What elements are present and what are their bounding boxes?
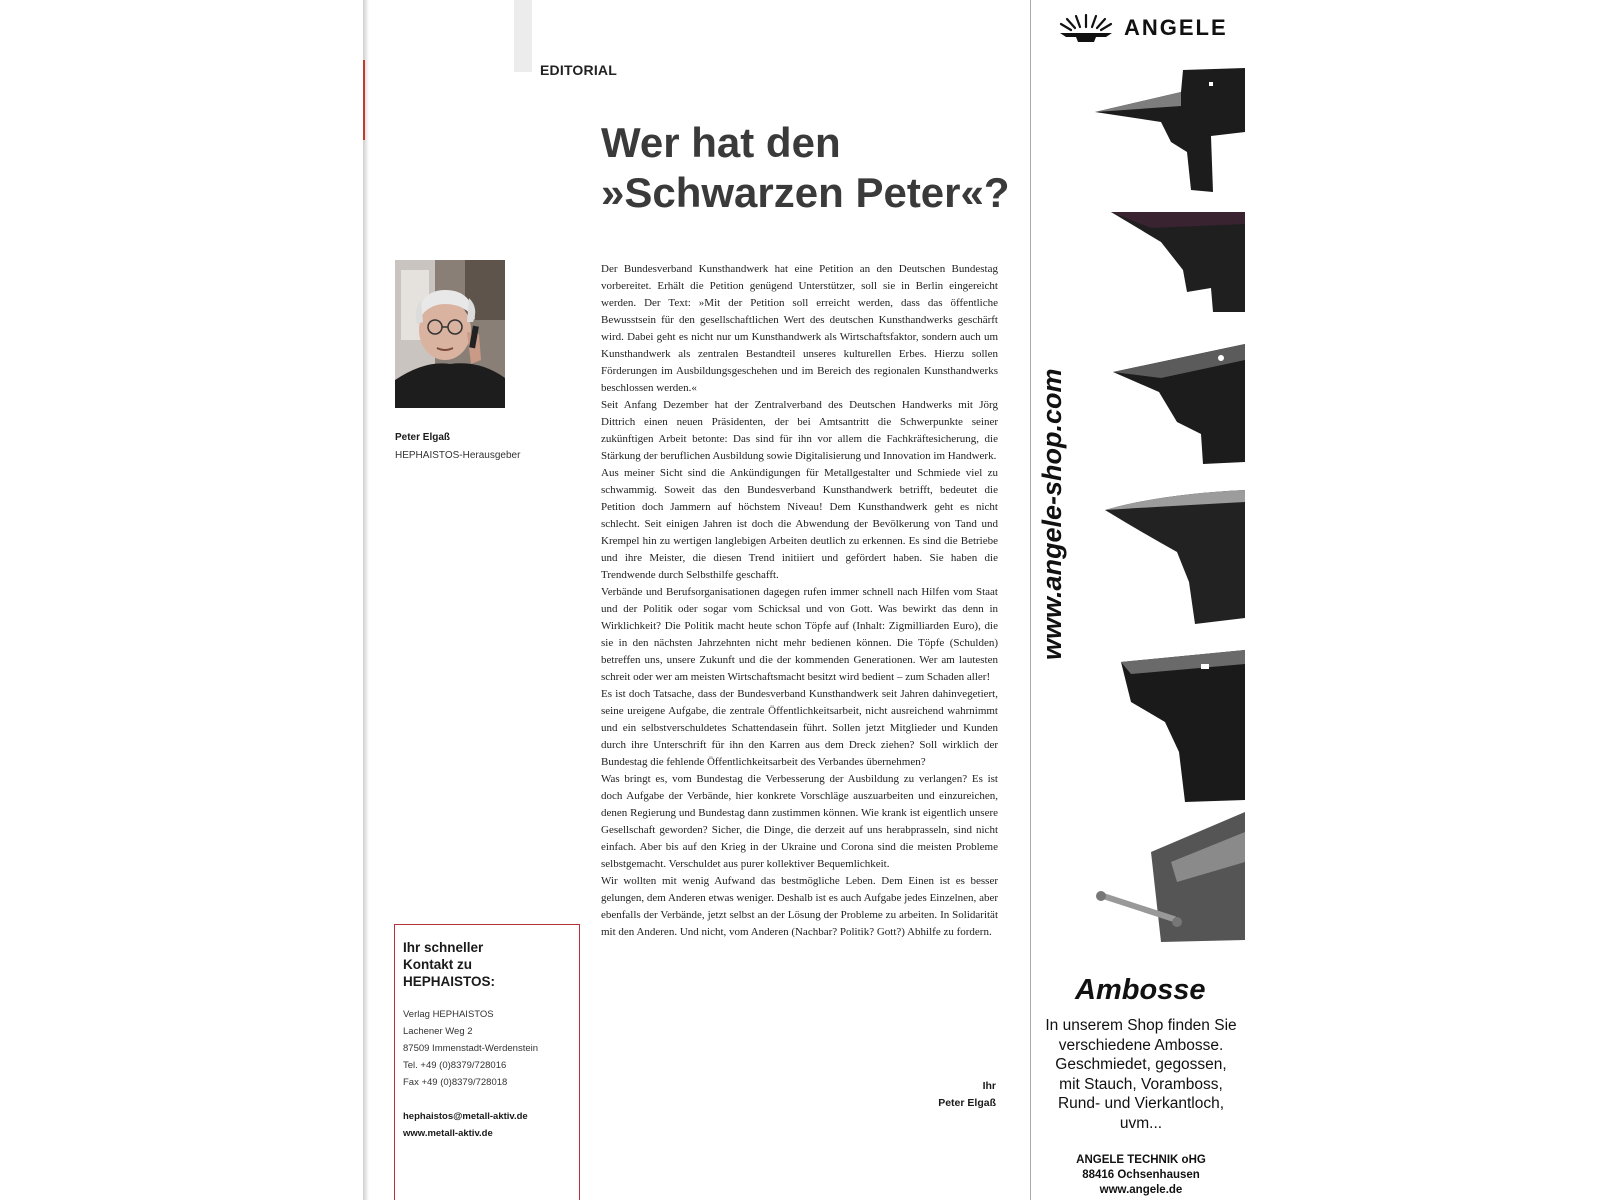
anvil-image-2 bbox=[1111, 212, 1245, 312]
ad-copy-line: mit Stauch, Voramboss, bbox=[1059, 1075, 1223, 1093]
body-paragraph: Der Bundesverband Kunsthandwerk hat eine Petition an den Deutschen Bundestag vorbereitet. Erhält die Petition genügend Unterstützer, soll sie in Berlin eingereicht werden. Der Text: »Mit der Petition soll erreicht werden, dass das öffentliche Bewusstsein für den gesellschaftlichen Wert des deutschen Kunsthandwerks geschärft wird. Dabei geht es nicht nur um Kunsthandwerk als Wirtschaftsfaktor, sondern auch um Kunsthandwerk als zentralen Bestandteil unseres kulturellen Erbes. Hierzu sollen Förderungen im Ausbildungsgeschehen und im Bereich des regionalen Kunsthandwerks beschlossen werden.« bbox=[601, 263, 998, 394]
anvil-image-3 bbox=[1113, 344, 1245, 464]
anvil-image-1 bbox=[1095, 68, 1245, 192]
author-name: Peter Elgaß bbox=[395, 432, 451, 443]
body-paragraph: Seit Anfang Dezember hat der Zentralverband des Deutschen Handwerks mit Jörg Dittrich einen neuen Präsidenten, der bei Amtsantritt die Schwerpunkte seiner zukünftigen Arbeit betonte: Das sind für ihn vor allem die Fachkräftesicherung, die Stärkung der beruflichen Ausbildung sowie Digitalisierung und Innovation im Handwerk. bbox=[601, 399, 998, 462]
vertical-shop-url[interactable]: www.angele-shop.com bbox=[1037, 368, 1067, 660]
postal-city: 87509 Immenstadt-Werdenstein bbox=[403, 1043, 539, 1054]
body-paragraph: Was bringt es, vom Bundestag die Verbesserung der Ausbildung zu verlangen? Es ist doch Aufgabe der Verbände, hier konkrete Vorschläge auszuarbeiten und einzureichen, denen Regierung und Bundestag dann zustimmen können. Wie krank ist eigentlich unsere Gesellschaft geworden? Sicher, die Dinge, die derzeit auf uns herabprasseln, sind nicht einfach. Aber bis auf den Krieg in der Ukraine und Corona sind die meisten Probleme selbstgemacht. Verschuldet aus purer kollektiver Bequemlichkeit. bbox=[601, 773, 998, 870]
contact-website: www.metall-aktiv.de bbox=[403, 1128, 493, 1139]
publisher-name: Verlag HEPHAISTOS bbox=[403, 1009, 494, 1020]
contact-email: hephaistos@metall-aktiv.de bbox=[403, 1111, 528, 1122]
ad-copy bbox=[1035, 1016, 1247, 1133]
ad-footer bbox=[1035, 1153, 1247, 1198]
fax-number: Fax +49 (0)8379/728018 bbox=[403, 1077, 508, 1088]
company-website[interactable]: www.angele.de bbox=[1099, 1184, 1183, 1196]
article-body bbox=[601, 261, 998, 941]
phone-number: Tel. +49 (0)8379/728016 bbox=[403, 1060, 507, 1071]
body-paragraph: Aus meiner Sicht sind die Ankündigungen für Metallgestalter und Schmiede viel zu schwammig. Soweit das den Bundesverband Kunsthandwerk betrifft, bedeutet die Petition doch Jammern auf höchstem Niveau! Dem Kunsthandwerk geht es nicht schlecht. Seit einigen Jahren ist doch die Abwendung der Bevölkerung von Tand und Krempel hin zu wertigen langlebigen Arbeiten deutlich zu erkennen. Es sind die Betriebe und ihre Meister, die diesen Trend initiiert und gefördert haben. Sie haben die Trendwende durch Selbsthilfe geschafft. bbox=[601, 467, 998, 581]
section-tab-strip bbox=[514, 0, 532, 72]
author-role: HEPHAISTOS-Herausgeber bbox=[395, 450, 521, 461]
contact-title bbox=[403, 939, 579, 990]
anvil-sunburst-icon bbox=[1056, 13, 1116, 43]
contact-title-line: Kontakt zu bbox=[403, 957, 472, 972]
ad-copy-line: Rund- und Vierkantloch, bbox=[1057, 1095, 1224, 1112]
vise-image bbox=[1096, 812, 1245, 942]
signature-name: Peter Elgaß bbox=[938, 1097, 996, 1109]
body-paragraph: Verbände und Berufsorganisationen dagegen rufen immer schnell nach Hilfen vom Staat und der Politik oder sogar vom Schicksal und von Gott. Was bewirkt das denn in Wirklichkeit? Die Politik macht heute schon Töpfe auf (Inhalt: Zigmilliarden Euro), die sie in den nächsten Jahrzehnten nicht mehr bedienen können. Die Töpfe (Schulden) betreffen uns, unsere Zukunft und die der kommenden Generationen. Wer am lautesten schreit oder wer am meisten Wirtschaftsmacht besitzt wird bedient – zum Schaden aller! bbox=[601, 586, 998, 683]
headline-line-2: »Schwarzen Peter«? bbox=[601, 169, 1010, 216]
headline-line-1: Wer hat den bbox=[601, 119, 841, 166]
company-name: ANGELE TECHNIK oHG bbox=[1076, 1154, 1206, 1166]
page-edge-mark bbox=[363, 60, 365, 140]
page-fold-shadow bbox=[363, 0, 369, 1200]
ad-copy-line: Geschmiedet, gegossen, bbox=[1055, 1056, 1227, 1073]
angele-advertisement bbox=[1031, 0, 1245, 1200]
headline bbox=[601, 118, 1010, 218]
anvil-image-4 bbox=[1105, 490, 1245, 624]
contact-title-line: HEPHAISTOS: bbox=[403, 974, 496, 989]
ad-copy-line: uvm... bbox=[1119, 1114, 1163, 1132]
angele-logo bbox=[1056, 8, 1246, 48]
body-paragraph: Wir wollten mit wenig Aufwand das bestmögliche Leben. Dem Einen ist es besser gelungen, dem Anderen etwas weniger. Deshalb ist es auch Aufgabe jedes Einzelnen, aber ebenfalls der Verbände, jetzt selbst an der Lösung der Probleme zu arbeiten. In Solidarität mit den Anderen. Und nicht, vom Anderen (Nachbar? Politik? Gott?) Abhilfe zu fordern. bbox=[601, 875, 998, 938]
signature bbox=[900, 1078, 996, 1112]
ad-headline: Ambosse bbox=[1075, 974, 1206, 1006]
contact-title-line: Ihr schneller bbox=[403, 940, 484, 955]
ad-copy-line: verschiedene Ambosse. bbox=[1058, 1036, 1224, 1054]
contact-box bbox=[394, 924, 580, 1200]
anvil-image-5 bbox=[1121, 650, 1245, 802]
body-paragraph: Es ist doch Tatsache, dass der Bundesverband Kunsthandwerk seit Jahren dahinvegetiert, seine ureigene Aufgabe, die zentrale Öffentlichkeitsarbeit, nicht ausreichend wahrnimmt und ein selbstverschuldetes Schattendasein führt. Sollen jetzt Mitglieder und Kunden durch ihre Unterschrift für ihn den Karren aus dem Dreck ziehen? Soll wirklich der Bundestag die fehlende Öffentlichkeitsarbeit des Verbandes übernehmen? bbox=[601, 688, 998, 768]
company-city: 88416 Ochsenhausen bbox=[1082, 1169, 1200, 1181]
ad-copy-line: In unserem Shop finden Sie bbox=[1045, 1017, 1237, 1034]
signature-closing: Ihr bbox=[982, 1080, 996, 1092]
brand-name: ANGELE bbox=[1124, 15, 1228, 40]
anvil-product-images bbox=[1091, 62, 1245, 962]
author-photo bbox=[395, 260, 505, 408]
section-label: EDITORIAL bbox=[540, 62, 617, 78]
street-address: Lachener Weg 2 bbox=[403, 1026, 473, 1037]
contact-spacer bbox=[403, 1091, 579, 1108]
